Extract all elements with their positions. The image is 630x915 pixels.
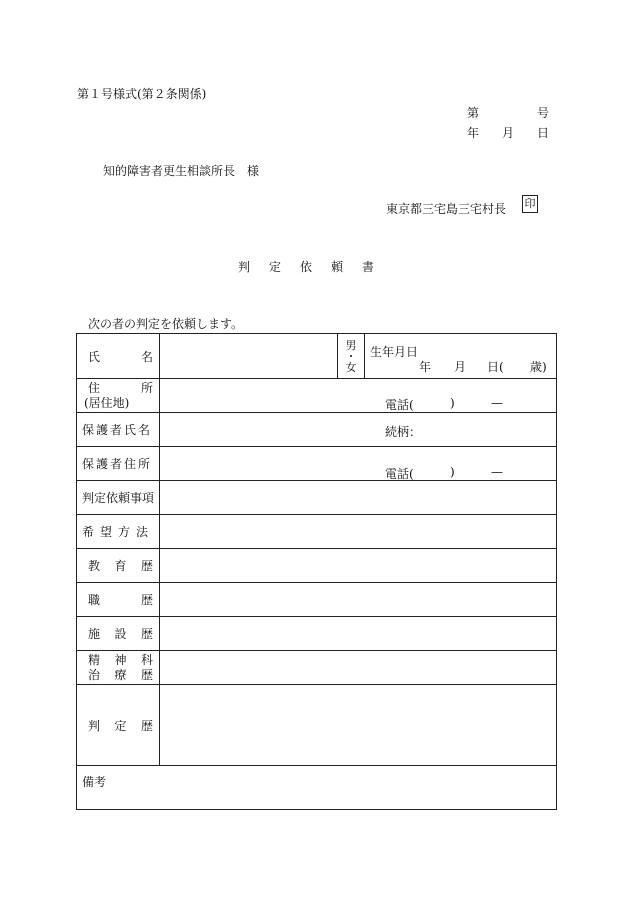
judgment-label-cell (77, 685, 160, 766)
remarks-field[interactable] (77, 766, 557, 810)
guardian-phone-label: 電話( (385, 467, 414, 481)
job-char-2: 歴 (140, 593, 153, 607)
row-judgment-history (77, 685, 557, 766)
psychiatric-label-cell (77, 651, 160, 685)
name-label-cell (77, 334, 160, 379)
psych2-char-2: 療 (114, 667, 127, 682)
address-label-char-2: 所 (140, 380, 153, 395)
education-label-cell (77, 549, 160, 583)
facility-char-1: 施 (88, 627, 101, 641)
birthdate-label: 生年月日 (370, 345, 419, 359)
job-field[interactable] (160, 583, 557, 617)
education-char-1: 教 (88, 559, 101, 573)
guardian-phone-paren: ) (450, 465, 455, 479)
birth-year-label: 年 (419, 360, 432, 374)
name-label-char-1: 氏 (88, 349, 101, 364)
document-number (467, 104, 549, 121)
request-field[interactable] (160, 481, 557, 515)
address-phone-paren: ) (450, 396, 455, 410)
name-label-char-2: 名 (140, 349, 153, 364)
job-label-cell (77, 583, 160, 617)
judgment-char-1: 判 (88, 718, 101, 733)
date-day: 日 (536, 126, 549, 140)
row-facility (77, 617, 557, 651)
addressee: 知的障害者更生相談所長 様 (103, 164, 260, 178)
row-guardian-address (77, 447, 557, 481)
education-char-2: 育 (114, 559, 127, 573)
guardian-address-field[interactable] (160, 447, 557, 481)
doc-no-suffix: 号 (536, 106, 549, 120)
request-form-table (76, 333, 557, 810)
method-label: 希望方法 (77, 515, 160, 549)
psych1-char-3: 科 (140, 652, 153, 667)
address-phone-label: 電話( (385, 398, 414, 412)
sender: 東京都三宅島三宅村長 (386, 202, 507, 216)
birth-day-label: 日( (487, 360, 504, 374)
row-education (77, 549, 557, 583)
guardian-name-label: 保護者氏名 (77, 413, 160, 447)
sex-male: 男 (345, 338, 357, 352)
guardian-name-field[interactable] (160, 413, 557, 447)
date-year: 年 (467, 126, 480, 140)
row-psychiatric (77, 651, 557, 685)
row-request (77, 481, 557, 515)
document-date (467, 124, 549, 141)
guardian-address-label: 保護者住所 (77, 447, 160, 481)
sex-dot: ・ (345, 349, 357, 363)
address-phone-dash: — (491, 396, 503, 410)
row-remarks (77, 766, 557, 810)
job-char-1: 職 (88, 593, 101, 607)
education-field[interactable] (160, 549, 557, 583)
birth-month-label: 月 (454, 360, 467, 374)
date-month: 月 (501, 126, 514, 140)
judgment-field[interactable] (160, 685, 557, 766)
page-title: 判定依頼書 (238, 260, 394, 274)
method-field[interactable] (160, 515, 557, 549)
row-guardian-name (77, 413, 557, 447)
request-label: 判定依頼事項 (77, 481, 160, 515)
age-label: 歳) (530, 360, 547, 374)
sex-female: 女 (345, 360, 357, 374)
form-number: 第１号様式(第２条関係) (77, 87, 207, 101)
row-name (77, 334, 557, 379)
seal-mark: 印 (522, 195, 538, 213)
judgment-char-2: 定 (114, 718, 127, 733)
facility-field[interactable] (160, 617, 557, 651)
facility-char-3: 歴 (140, 627, 153, 641)
address-field[interactable] (160, 379, 557, 413)
judgment-char-3: 歴 (140, 718, 153, 733)
facility-label-cell (77, 617, 160, 651)
psych2-char-3: 歴 (140, 667, 153, 682)
birthdate-cell[interactable] (365, 334, 557, 379)
address-sub-label: (居住地) (84, 395, 130, 410)
doc-no-prefix: 第 (467, 106, 480, 120)
row-address (77, 379, 557, 413)
intro-text: 次の者の判定を依頼します。 (88, 317, 244, 331)
address-label-char-1: 住 (88, 380, 101, 395)
address-label-cell (77, 379, 160, 413)
psych1-char-2: 神 (114, 652, 127, 667)
relation-label: 続柄： (385, 425, 422, 439)
psychiatric-field[interactable] (160, 651, 557, 685)
name-field[interactable] (160, 334, 338, 379)
sex-cell[interactable] (338, 334, 365, 379)
education-char-3: 歴 (140, 559, 153, 573)
row-job (77, 583, 557, 617)
remarks-label: 備考 (82, 775, 107, 789)
row-method (77, 515, 557, 549)
psych1-char-1: 精 (88, 652, 101, 667)
facility-char-2: 設 (114, 627, 127, 641)
psych2-char-1: 治 (88, 667, 101, 682)
guardian-phone-dash: — (491, 465, 503, 479)
